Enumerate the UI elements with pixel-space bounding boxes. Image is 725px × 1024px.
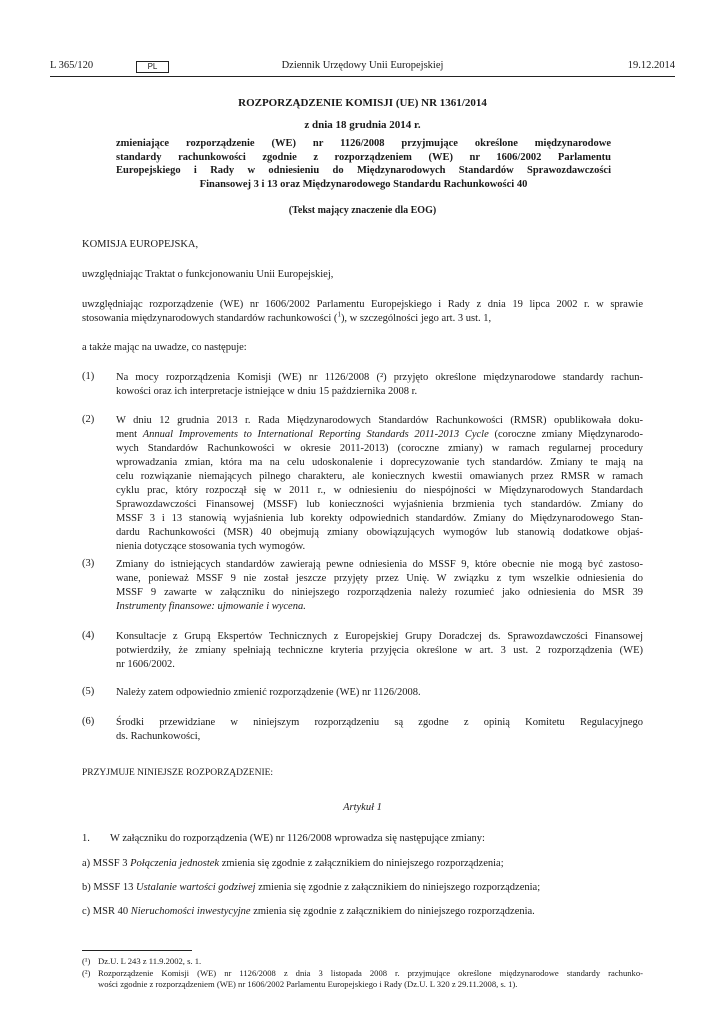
commission-line: KOMISJA EUROPEJSKA, (82, 239, 199, 250)
recital-number: (2) (82, 414, 95, 425)
recital-line: MSSF 3 i 13 stanowią wyjaśnienia lub korekty odpowiednich standardów. Zmiany do Międzynarodowego Stan- (116, 513, 643, 524)
recital-text (116, 686, 643, 700)
standard-title: Ustalanie wartości godziwej (135, 882, 256, 893)
footnote-rule (82, 950, 192, 951)
recital-text (116, 558, 643, 614)
page-reference: L 365/120 (50, 60, 94, 71)
citation-line: uwzględniając rozporządzenie (WE) nr 1606/2002 Parlamentu Europejskiego i Rady z dnia 19 lipca 2002 r. w sprawie (82, 299, 643, 310)
recital-line: Środki przewidziane w niniejszym rozporządzeniu są zgodne z opinią Komitetu Regulacyjnego (116, 717, 643, 728)
recital-line: MSSF 9 zawarte w załączniku do niniejszego rozporządzenia należy rozumieć jako odniesienia do MSR 39 (116, 587, 643, 598)
recital-line: Instrumenty finansowe: ujmowanie i wycena. (116, 601, 306, 612)
footnote-mark: (¹) (82, 956, 91, 966)
standard-title: Połączenia jednostek (130, 858, 220, 869)
recital-text (116, 414, 643, 554)
recital-line: nr 1606/2002. (116, 659, 175, 670)
recital-line: wane, ponieważ MSSF 9 nie został jeszcze przyjęty przez Unię. W związku z tym wszelkie odniesienia do (116, 573, 643, 584)
recital-text (116, 630, 643, 672)
item-prefix: b) MSSF 13 (82, 882, 136, 893)
citation-text: stosowania międzynarodowych standardów rachunkowości ( (82, 313, 338, 324)
recital-line: ds. Rachunkowości, (116, 731, 201, 742)
recital-line: W dniu 12 grudnia 2013 r. Rada Międzynarodowych Standardów Rachunkowości (RMSR) opublikowała doku- (116, 415, 643, 426)
citation-line (82, 312, 643, 326)
article-paragraph-text: W załączniku do rozporządzenia (WE) nr 1126/2008 wprowadza się następujące zmiany: (110, 833, 485, 844)
recital-line: potwierdziły, że zmiany spełniają techniczne kryteria przyjęcia określone w art. 3 ust. 2 rozporządzenia (WE) (116, 645, 643, 656)
recital-number: (4) (82, 630, 95, 641)
article-heading: Artykuł 1 (343, 802, 382, 813)
language-badge: PL (136, 61, 169, 73)
recital-line: kowości oraz ich interpretacje istniejące w dniu 15 października 2008 r. (116, 386, 418, 397)
item-prefix: a) MSSF 3 (82, 858, 131, 869)
recital-text (116, 371, 643, 399)
regulation-citation (82, 298, 643, 326)
recital-text (116, 716, 643, 744)
regulation-title: ROZPORZĄDZENIE KOMISJI (UE) NR 1361/2014 (238, 97, 487, 109)
recital-line: Sprawozdawczości Finansowej (MSSF) lub konieczności wyjaśnienia brzmienia tych standardów. Zmiany do (116, 499, 643, 510)
regulation-subject (116, 137, 611, 191)
recital-line: Należy zatem odpowiednio zmienić rozporządzenie (WE) nr 1126/2008. (116, 687, 421, 698)
recital-line: wych Standardów Rachunkowości w okresie 2011-2013) (coroczne zmiany) w ramach regularnej procedury (116, 443, 643, 454)
recital-line: Zmiany do istniejących standardów zawierają pewne odniesienia do MSSF 9, które obecnie nie mogą być zastoso- (116, 559, 643, 570)
subject-line: Finansowej 3 i 13 oraz Międzynarodowego Standardu Rachunkowości 40 (199, 178, 528, 190)
footnote-text (98, 968, 643, 990)
publication-date: 19.12.2014 (627, 60, 675, 71)
item-suffix: zmienia się zgodnie z załącznikiem do niniejszego rozporządzenia; (255, 882, 541, 893)
subject-line: Europejskiego i Rady w odniesieniu do Międzynarodowych Standardów Sprawozdawczości (116, 165, 611, 176)
recital-number: (5) (82, 686, 95, 697)
recital-line: cyklu prac, który rozpoczął się w 2011 r., w odniesieniu do niespójności w Międzynarodowych Standardach (116, 485, 643, 496)
recital-line: celu rozwiązanie niemających pilnego charakteru, ale koniecznych kwestii omawianych przez RMSR w ramach (116, 471, 643, 482)
footnote-text: Dz.U. L 243 z 11.9.2002, s. 1. (98, 956, 202, 966)
recital-line: ment Annual Improvements to International Reporting Standards 2011-2013 Cycle (coroczne zmiany Międzynarodo- (116, 429, 643, 440)
whereas-line: a także mając na uwadze, co następuje: (82, 342, 247, 353)
recital-number: (1) (82, 371, 95, 382)
treaty-citation: uwzględniając Traktat o funkcjonowaniu Unii Europejskiej, (82, 269, 334, 280)
footnote-ref: 1 (337, 310, 341, 319)
footnote-line: wości zgodnie z rozporządzeniem (WE) nr 1606/2002 Parlamentu Europejskiego i Rady (Dz.U. L 320 z 29.11.2008, s. 1). (98, 979, 518, 989)
citation-text: ), w szczególności jego art. 3 ust. 1, (340, 313, 492, 324)
standard-title: Nieruchomości inwestycyjne (130, 906, 251, 917)
subject-line: standardy rachunkowości zgodnie z rozporządzeniem (WE) nr 1606/2002 Parlamentu (116, 151, 611, 163)
adopts-line: PRZYJMUJE NINIEJSZE ROZPORZĄDZENIE: (82, 768, 274, 778)
amendment-item (82, 881, 540, 895)
item-prefix: c) MSR 40 (82, 906, 131, 917)
footnote-mark: (²) (82, 968, 91, 978)
journal-title: Dziennik Urzędowy Unii Europejskiej (281, 60, 444, 71)
recital-line: Konsultacje z Grupą Ekspertów Technicznych z Europejskiej Grupy Doradczej ds. Sprawozdawczości Finansowej (116, 631, 643, 642)
document-title: Annual Improvements to International Reporting Standards 2011-2013 Cycle (142, 429, 489, 440)
amendment-item (82, 905, 535, 919)
footnote-line: Rozporządzenie Komisji (WE) nr 1126/2008 z dnia 3 listopada 2008 r. przyjmujące określone międzynarodowe standardy rachunko- (98, 968, 643, 978)
recital-line: dardu Rachunkowości (MSR) 40 obejmują zmiany obowiązujących wymogów lub stanowią dodatkowe objaś- (116, 527, 643, 538)
recital-line: Na mocy rozporządzenia Komisji (WE) nr 1126/2008 (²) przyjęto określone międzynarodowe standardy rachun- (116, 372, 643, 383)
recital-line: nienia dotyczące stosowania tych wymogów. (116, 541, 306, 552)
subject-line: zmieniające rozporządzenie (WE) nr 1126/2008 przyjmujące określone międzynarodowe (116, 138, 611, 149)
item-suffix: zmienia się zgodnie z załącznikiem do niniejszego rozporządzenia. (250, 906, 535, 917)
recital-line: wprowadzania zmian, która ma na celu udoskonalenie i doprecyzowanie tych standardów. Zmiany te mają na (116, 457, 643, 468)
recital-number: (3) (82, 558, 95, 569)
recital-number: (6) (82, 716, 95, 727)
header-rule (50, 76, 675, 77)
amendment-item (82, 857, 504, 871)
article-paragraph-number: 1. (82, 833, 90, 844)
eea-relevance: (Tekst mający znaczenie dla EOG) (288, 205, 437, 216)
regulation-date: z dnia 18 grudnia 2014 r. (304, 119, 421, 131)
item-suffix: zmienia się zgodnie z załącznikiem do niniejszego rozporządzenia; (219, 858, 504, 869)
